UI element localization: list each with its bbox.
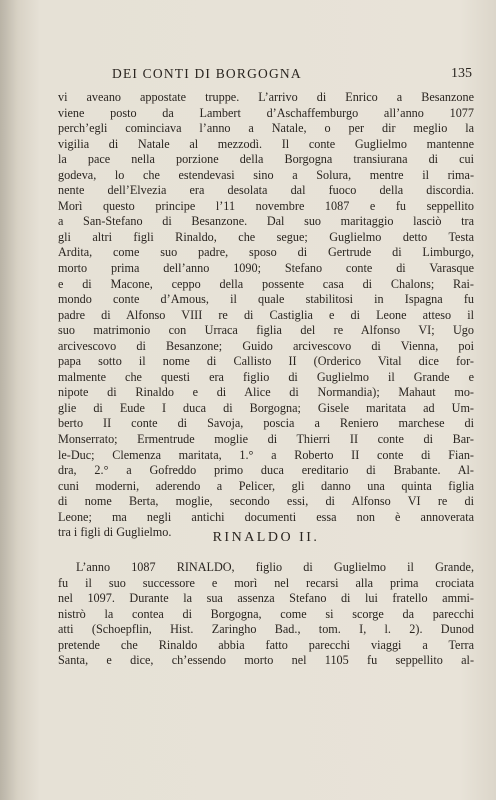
text-line: cuni moderni, aderendo a Pelicer, gli danno una quinta figlia <box>58 478 474 493</box>
text-line: malmente che questi era figlio di Guglielmo il Grande e <box>58 369 474 384</box>
text-line: arcivescovo di Besanzone; Guido arcivescovo di Vienna, poi <box>58 338 474 353</box>
text-line: atti (Schoepflin, Hist. Zaringho Bad., tom. I, l. 2). Dunod <box>58 622 474 637</box>
page-number: 135 <box>451 66 472 81</box>
text-line: Ardita, come suo padre, sposo di Gertrude di Limburgo, <box>58 245 474 260</box>
text-line: vi aveano appostate truppe. L’arrivo di Enrico a Besanzone <box>58 90 474 104</box>
text-line: godeva, lo che estendevasi sino a Solura, mentre il rima- <box>58 167 474 182</box>
text-line: vigilia di Natale al mezzodì. Il conte Guglielmo mantenne <box>58 136 474 151</box>
text-line: L’anno 1087 RINALDO, figlio di Guglielmo il Grande, <box>76 560 474 574</box>
running-title: DEI CONTI DI BORGOGNA <box>112 66 302 81</box>
text-line: gli altri figli Rinaldo, che segue; Guglielmo detto Testa <box>58 229 474 244</box>
text-line: suo matrimonio con Urraca figlia del re Alfonso VI; Ugo <box>58 323 474 338</box>
section-title: RINALDO II. <box>212 530 320 545</box>
text-line: padre di Alfonso VIII re di Castiglia e di Leone atteso il <box>58 307 474 322</box>
page-header <box>60 66 478 86</box>
paragraph-guglielmo <box>58 90 474 541</box>
text-line: glie di Eude I duca di Borgogna; Gisele maritata ad Um- <box>58 400 474 415</box>
text-line: nel 1097. Durante la sua assenza Stefano di lui fratello ammi- <box>58 591 474 606</box>
text-line: di nome Berta, moglie, secondo essi, di Alfonso VI re di <box>58 494 474 509</box>
text-line: tra i figli di Guglielmo. <box>58 525 172 540</box>
text-line: le-Duc; Clemenza maritata, 1.° a Roberto II conte di Fian- <box>58 447 474 462</box>
text-line: Leone; ma negli antichi documenti essa non è annoverata <box>58 509 474 524</box>
text-line: a San-Stefano di Besanzone. Dal suo maritaggio lasciò tra <box>58 214 474 229</box>
text-line: perch’egli cominciava l’anno a Natale, o per dir meglio la <box>58 121 474 136</box>
text-line: dra, 2.° a Gofreddo primo duca ereditario di Brabante. Al- <box>58 463 474 478</box>
paragraph-rinaldo <box>58 560 474 669</box>
text-line: nente dell’Elvezia era desolata dal fuoco della discordia. <box>58 183 474 198</box>
text-line: nipote di Rinaldo e di Alice di Normandia); Mahaut mo- <box>58 385 474 400</box>
text-line: Morì questo principe l’11 novembre 1087 e fu seppellito <box>58 198 474 213</box>
text-line: Santa, e dice, ch’essendo morto nel 1105 fu seppellito al- <box>58 653 474 668</box>
text-line: berto II conte di Savoja, poscia a Reniero marchese di <box>58 416 474 431</box>
text-line: e di Macone, ceppo della possente casa di Chalons; Rai- <box>58 276 474 291</box>
text-line: mondo conte d’Amous, il quale stabilitosi in Ispagna fu <box>58 292 474 307</box>
text-line: viene posto da Lambert d’Aschaffemburgo all’anno 1077 <box>58 105 474 120</box>
text-line: morto prima dell’anno 1090; Stefano conte di Varasque <box>58 261 474 276</box>
text-line: nistrò la contea di Borgogna, come si scorge da parecchi <box>58 606 474 621</box>
text-line: Monserrato; Ermentrude moglie di Thierri II conte di Bar- <box>58 432 474 447</box>
text-line: pretende che Rinaldo abbia fatto parecchi viaggi a Terra <box>58 637 474 652</box>
text-line: la pace nella porzione della Borgogna transiurana di cui <box>58 152 474 167</box>
text-line: papa sotto il nome di Callisto II (Orderico Vital dice for- <box>58 354 474 369</box>
text-line: fu il suo successore e morì nel recarsi alla prima crociata <box>58 575 474 590</box>
